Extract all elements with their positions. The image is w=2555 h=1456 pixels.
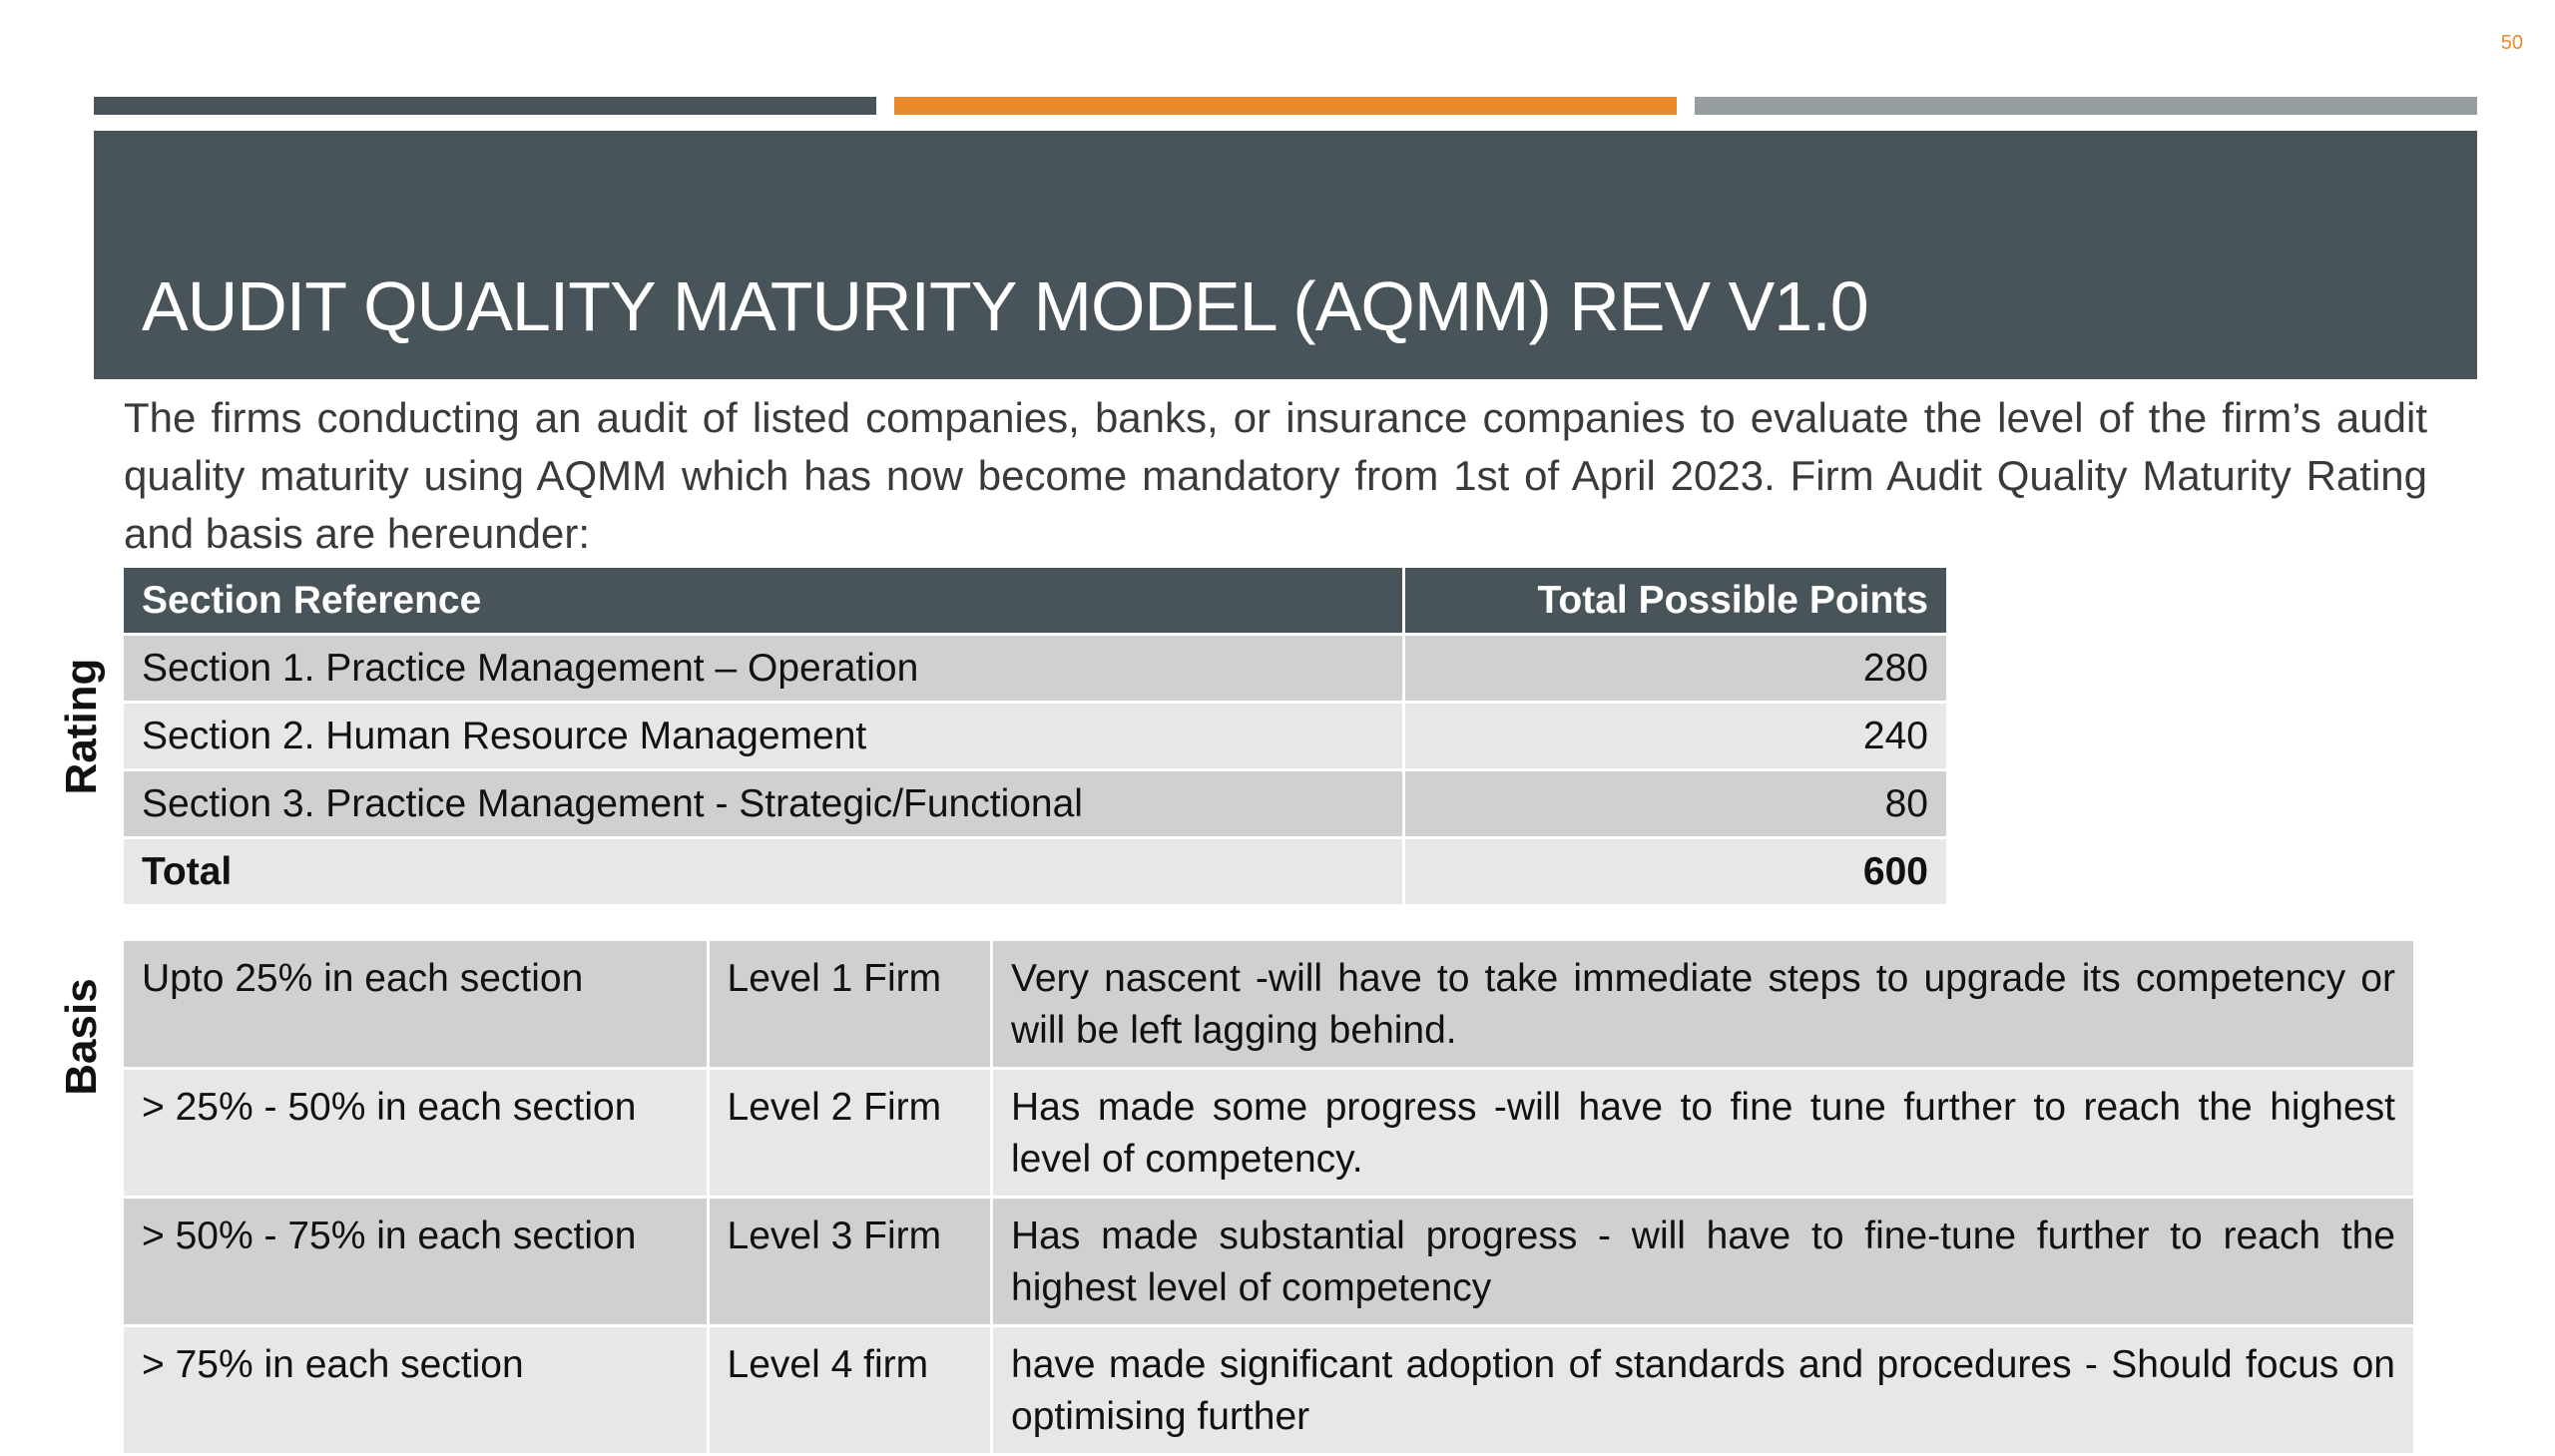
range-cell: Upto 25% in each section bbox=[124, 941, 707, 1067]
header-total-points: Total Possible Points bbox=[1405, 568, 1946, 633]
accent-bar-grey bbox=[1695, 97, 2477, 115]
level-cell: Level 2 Firm bbox=[710, 1070, 990, 1196]
section-cell: Section 3. Practice Management - Strategic/Functional bbox=[124, 771, 1402, 836]
title-band bbox=[94, 131, 2477, 379]
level-cell: Level 4 firm bbox=[710, 1327, 990, 1453]
total-points: 600 bbox=[1405, 839, 1946, 904]
points-cell: 280 bbox=[1405, 636, 1946, 701]
rating-table bbox=[121, 565, 1949, 907]
page-number: 50 bbox=[2500, 32, 2523, 54]
accent-bar-dark bbox=[94, 97, 876, 115]
points-cell: 80 bbox=[1405, 771, 1946, 836]
basis-side-label: Basis bbox=[57, 978, 106, 1096]
table-row bbox=[124, 636, 1946, 701]
table-row bbox=[124, 1070, 2413, 1196]
level-cell: Level 1 Firm bbox=[710, 941, 990, 1067]
table-row bbox=[124, 1199, 2413, 1324]
range-cell: > 25% - 50% in each section bbox=[124, 1070, 707, 1196]
accent-bar-orange bbox=[894, 97, 1677, 115]
table-row bbox=[124, 1327, 2413, 1453]
description-cell: have made significant adoption of standards and procedures - Should focus on optimising further bbox=[993, 1327, 2413, 1453]
table-row bbox=[124, 704, 1946, 768]
section-cell: Section 1. Practice Management – Operation bbox=[124, 636, 1402, 701]
table-row bbox=[124, 771, 1946, 836]
range-cell: > 50% - 75% in each section bbox=[124, 1199, 707, 1324]
header-section-reference: Section Reference bbox=[124, 568, 1402, 633]
range-cell: > 75% in each section bbox=[124, 1327, 707, 1453]
table-header-row bbox=[124, 568, 1946, 633]
total-label: Total bbox=[124, 839, 1402, 904]
level-cell: Level 3 Firm bbox=[710, 1199, 990, 1324]
slide-title: AUDIT QUALITY MATURITY MODEL (AQMM) REV V1.0 bbox=[142, 267, 1868, 345]
description-cell: Has made some progress -will have to fine tune further to reach the highest level of competency. bbox=[993, 1070, 2413, 1196]
basis-table bbox=[121, 938, 2416, 1456]
description-cell: Has made substantial progress - will have to fine-tune further to reach the highest level of competency bbox=[993, 1199, 2413, 1324]
section-cell: Section 2. Human Resource Management bbox=[124, 704, 1402, 768]
rating-side-label: Rating bbox=[57, 658, 106, 795]
points-cell: 240 bbox=[1405, 704, 1946, 768]
total-row bbox=[124, 839, 1946, 904]
intro-paragraph: The firms conducting an audit of listed companies, banks, or insurance companies to evaluate the level of the firm’s audit quality maturity using AQMM which has now become mandatory from 1st of April 2023. Firm Audit Quality Maturity Rating and basis are hereunder: bbox=[124, 394, 2427, 557]
table-row bbox=[124, 941, 2413, 1067]
description-cell: Very nascent -will have to take immediate steps to upgrade its competency or will be left lagging behind. bbox=[993, 941, 2413, 1067]
